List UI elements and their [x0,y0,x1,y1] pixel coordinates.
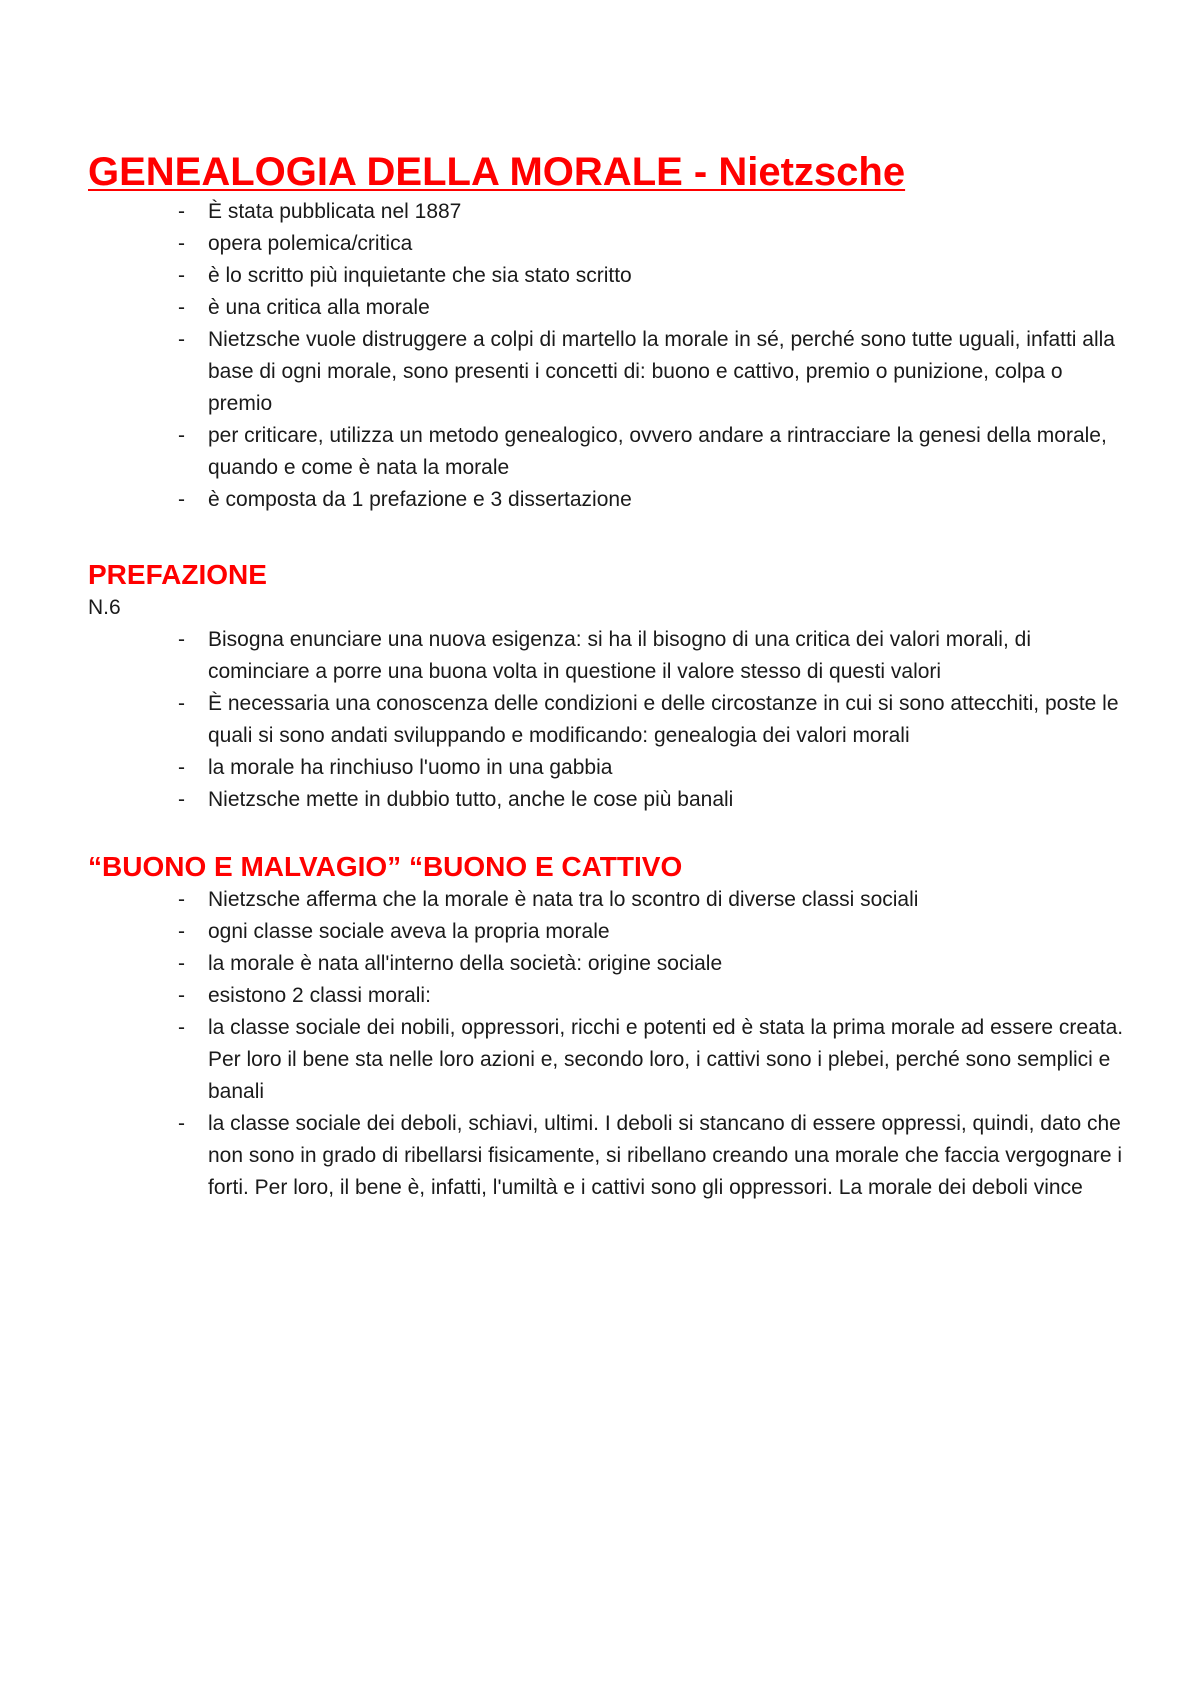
section-heading-buono-malvagio: “BUONO E MALVAGIO” “BUONO E CATTIVO [88,851,683,882]
list-item: - ogni classe sociale aveva la propria morale [178,920,610,943]
list-item: - È necessaria una conoscenza delle condizioni e delle circostanze in cui si sono attecchiti, poste le quali si sono andati sviluppando e modificando: genealogia dei valori morali [178,692,1119,747]
list-item: - la classe sociale dei deboli, schiavi, ultimi. I deboli si stancano di essere oppressi, quindi, dato che non sono in grado di ribellarsi fisicamente, si ribellano creando una morale che faccia vergognare i forti. Per loro, il bene è, infatti, l'umiltà e i cattivi sono gli oppressori. La morale dei deboli vince [178,1112,1123,1199]
list-item: - è composta da 1 prefazione e 3 dissertazione [178,488,632,511]
list-item: - è lo scritto più inquietante che sia stato scritto [178,264,632,287]
list-item: - la classe sociale dei nobili, oppressori, ricchi e potenti ed è stata la prima morale ad essere creata. Per loro il bene sta nelle loro azioni e, secondo loro, i cattivi sono i plebei, perché sono semplici e banali [178,1016,1124,1103]
list-item: - Bisogna enunciare una nuova esigenza: si ha il bisogno di una critica dei valori morali, di cominciare a porre una buona volta in questione il valore stesso di questi valori [178,628,1031,683]
list-item: - è una critica alla morale [178,296,430,319]
document-title: GENEALOGIA DELLA MORALE - Nietzsche [88,150,906,194]
list-item: - opera polemica/critica [178,232,413,255]
section-subheading: N.6 [88,596,121,619]
prefazione-list [88,624,1128,816]
list-item: - per criticare, utilizza un metodo genealogico, ovvero andare a rintracciare la genesi della morale, quando e come è nata la morale [178,424,1107,479]
section-heading-prefazione: PREFAZIONE [88,559,267,590]
document-page [88,148,1128,1204]
list-item: - Nietzsche vuole distruggere a colpi di martello la morale in sé, perché sono tutte uguali, infatti alla base di ogni morale, sono presenti i concetti di: buono e cattivo, premio o punizione, colpa o premio [178,328,1115,415]
intro-list [88,196,1128,516]
list-item: - esistono 2 classi morali: [178,984,431,1007]
list-item: - la morale è nata all'interno della società: origine sociale [178,952,723,975]
list-item: - Nietzsche afferma che la morale è nata tra lo scontro di diverse classi sociali [178,888,919,911]
buono-malvagio-list [88,884,1128,1204]
list-item: - È stata pubblicata nel 1887 [178,200,462,223]
list-item: - la morale ha rinchiuso l'uomo in una gabbia [178,756,613,779]
list-item: - Nietzsche mette in dubbio tutto, anche le cose più banali [178,788,734,811]
